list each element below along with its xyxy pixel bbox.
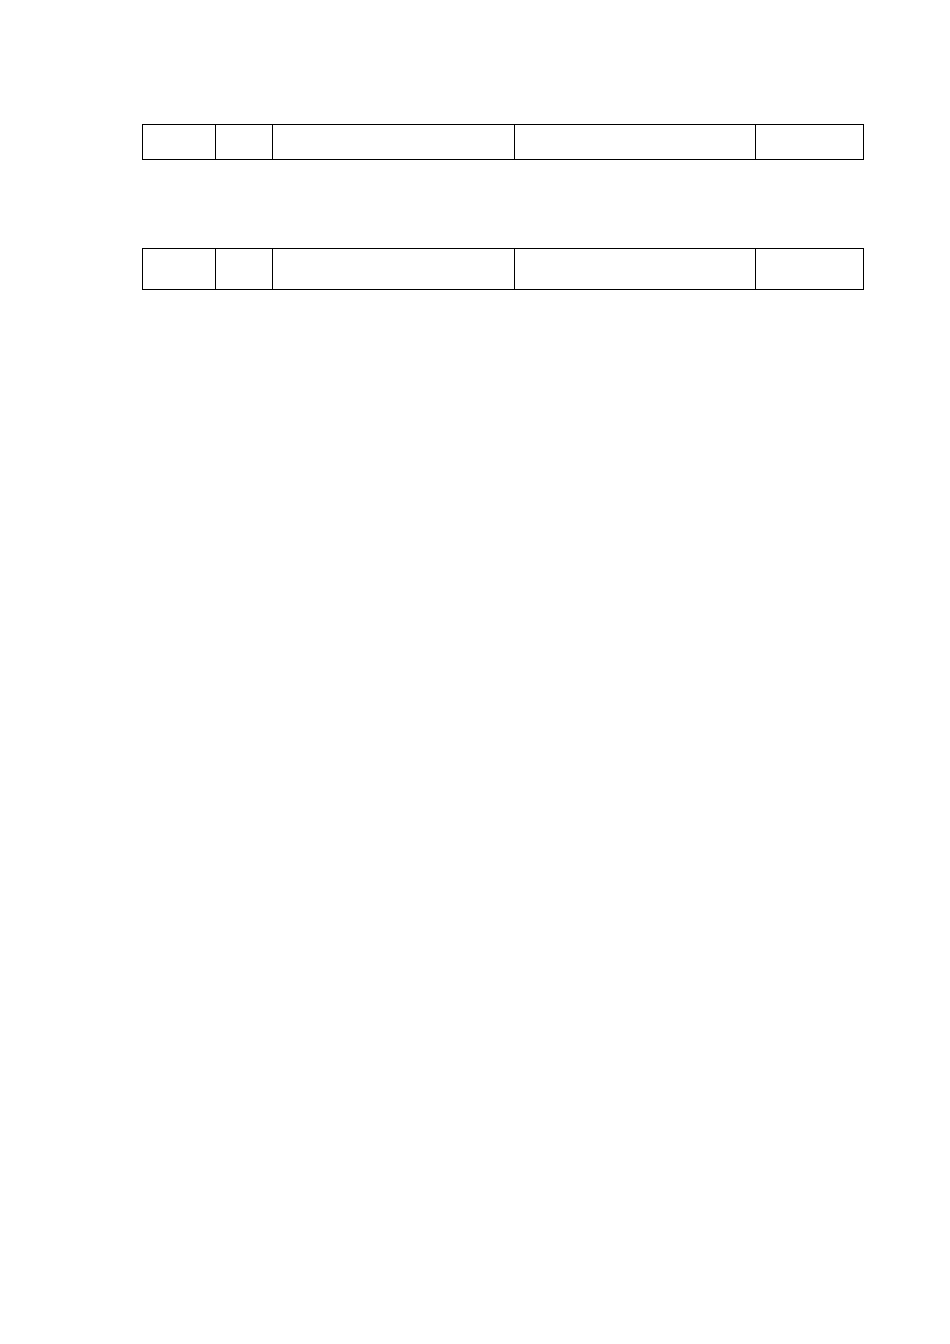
header-model bbox=[515, 249, 756, 290]
table-header-row bbox=[143, 249, 864, 290]
province-cell bbox=[216, 125, 273, 160]
remark-cell bbox=[756, 125, 864, 160]
table-row bbox=[143, 125, 864, 160]
top-continuation-table bbox=[142, 124, 864, 160]
manufacturer-cell bbox=[273, 125, 515, 160]
header-manufacturer bbox=[273, 249, 515, 290]
header-seq bbox=[143, 249, 216, 290]
seq-cell bbox=[143, 125, 216, 160]
header-remark bbox=[756, 249, 864, 290]
vehicle-detail-table bbox=[142, 248, 864, 290]
model-cell bbox=[515, 125, 756, 160]
header-province bbox=[216, 249, 273, 290]
